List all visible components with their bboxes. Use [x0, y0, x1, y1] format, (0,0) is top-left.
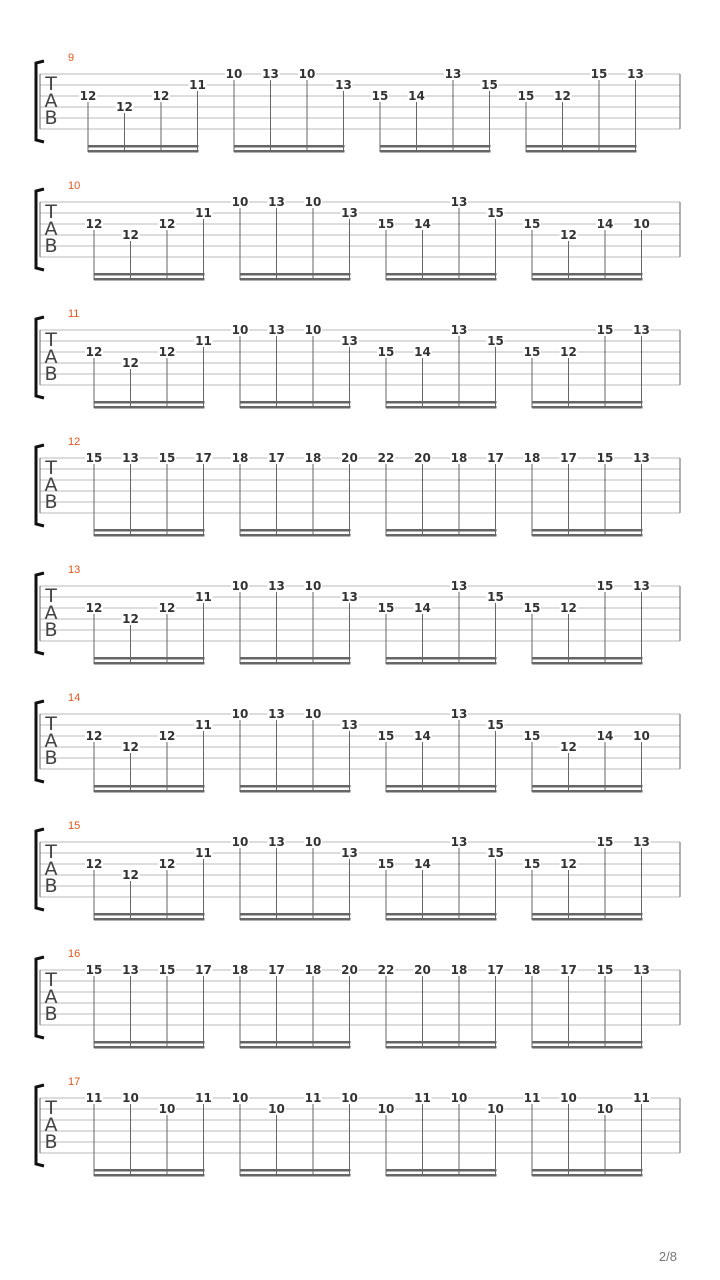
tab-system [36, 564, 680, 665]
fret-number: 15 [481, 78, 498, 92]
beam [240, 406, 351, 409]
beam [380, 150, 491, 153]
fret-number: 17 [195, 963, 212, 977]
fret-number: 14 [408, 89, 425, 103]
fret-number: 13 [268, 707, 285, 721]
tab-system [36, 180, 680, 281]
beam [88, 145, 199, 148]
beam [386, 790, 497, 793]
tab-clef-letter: A [44, 90, 58, 112]
tab-system [36, 948, 680, 1049]
tab-system [36, 52, 680, 153]
beam [240, 1046, 351, 1049]
tab-clef-letter: T [45, 585, 57, 607]
fret-number: 11 [85, 1091, 103, 1105]
fret-number: 18 [523, 451, 541, 465]
fret-number: 17 [560, 963, 577, 977]
fret-number: 13 [268, 835, 285, 849]
measure-number: 16 [68, 948, 81, 960]
beam [240, 662, 351, 665]
beam [386, 278, 497, 281]
beam [94, 406, 205, 409]
beam [94, 785, 205, 788]
tab-clef-letter: T [45, 201, 57, 223]
fret-number: 18 [231, 451, 249, 465]
fret-number: 15 [517, 89, 535, 103]
fret-number: 22 [377, 451, 395, 465]
beam [240, 534, 351, 537]
fret-number: 14 [414, 217, 431, 231]
fret-number: 11 [189, 78, 206, 92]
fret-number: 13 [122, 451, 139, 465]
fret-number: 11 [195, 334, 212, 348]
fret-number: 12 [116, 100, 133, 114]
beam [240, 278, 351, 281]
beam [240, 785, 351, 788]
fret-number: 12 [560, 228, 577, 242]
beam [532, 278, 643, 281]
beam [386, 657, 497, 660]
fret-number: 10 [304, 195, 322, 209]
fret-number: 11 [304, 1091, 322, 1105]
fret-number: 15 [596, 323, 614, 337]
beam [386, 913, 497, 916]
fret-number: 12 [560, 601, 577, 615]
tab-clef-letter: T [45, 73, 57, 95]
beam [386, 401, 497, 404]
fret-number: 11 [414, 1091, 431, 1105]
fret-number: 10 [298, 67, 316, 81]
fret-number: 11 [633, 1091, 650, 1105]
fret-number: 13 [633, 835, 650, 849]
beam [532, 790, 643, 793]
fret-number: 10 [268, 1102, 285, 1116]
beam [532, 1174, 643, 1177]
fret-number: 13 [262, 67, 279, 81]
fret-number: 14 [414, 857, 431, 871]
tab-clef-letter: A [44, 602, 58, 624]
tab-clef-letter: A [44, 218, 58, 240]
fret-number: 13 [633, 451, 650, 465]
fret-number: 15 [377, 217, 395, 231]
fret-number: 13 [341, 206, 358, 220]
beam [532, 273, 643, 276]
fret-number: 20 [414, 963, 431, 977]
fret-number: 13 [268, 195, 285, 209]
beam [94, 1041, 205, 1044]
fret-number: 13 [633, 579, 650, 593]
tab-system [36, 1076, 680, 1177]
fret-number: 11 [523, 1091, 541, 1105]
fret-number: 10 [633, 217, 650, 231]
measure-number: 15 [68, 820, 81, 832]
beam [88, 150, 199, 153]
beam [94, 278, 205, 281]
fret-number: 15 [596, 835, 614, 849]
fret-number: 10 [304, 323, 322, 337]
measure-number: 11 [68, 308, 80, 320]
beam [240, 790, 351, 793]
fret-number: 10 [560, 1091, 577, 1105]
fret-number: 18 [304, 963, 322, 977]
fret-number: 12 [79, 89, 97, 103]
beam [94, 657, 205, 660]
beam [94, 918, 205, 921]
fret-number: 13 [341, 846, 358, 860]
tab-clef-letter: B [44, 107, 58, 129]
fret-number: 10 [487, 1102, 504, 1116]
tab-clef-letter: B [44, 747, 58, 769]
fret-number: 10 [304, 579, 322, 593]
beam [240, 1169, 351, 1172]
beam [386, 1174, 497, 1177]
beam [532, 401, 643, 404]
fret-number: 15 [371, 89, 389, 103]
tab-clef-letter: B [44, 619, 58, 641]
tab-clef-letter: A [44, 730, 58, 752]
fret-number: 10 [231, 707, 249, 721]
measure-number: 10 [68, 180, 81, 192]
fret-number: 15 [377, 601, 395, 615]
beam [386, 1169, 497, 1172]
fret-number: 12 [560, 345, 577, 359]
fret-number: 15 [158, 451, 176, 465]
beam [94, 1174, 205, 1177]
beam [532, 1046, 643, 1049]
tab-clef-letter: A [44, 1114, 58, 1136]
fret-number: 14 [596, 217, 614, 231]
beam [386, 785, 497, 788]
fret-number: 10 [341, 1091, 358, 1105]
tab-clef-letter: T [45, 841, 57, 863]
fret-number: 14 [596, 729, 614, 743]
beam [380, 145, 491, 148]
beam [532, 529, 643, 532]
beam [386, 406, 497, 409]
fret-number: 20 [341, 963, 358, 977]
beam [526, 150, 637, 153]
fret-number: 12 [85, 857, 103, 871]
fret-number: 18 [450, 451, 468, 465]
beam [532, 913, 643, 916]
fret-number: 13 [450, 323, 468, 337]
fret-number: 13 [450, 579, 468, 593]
fret-number: 15 [523, 345, 541, 359]
beam [532, 657, 643, 660]
tab-clef-letter: T [45, 969, 57, 991]
beam [532, 1041, 643, 1044]
fret-number: 10 [633, 729, 650, 743]
measure-number: 12 [68, 436, 81, 448]
fret-number: 12 [122, 228, 139, 242]
fret-number: 14 [414, 601, 431, 615]
tab-clef-letter: B [44, 235, 58, 257]
fret-number: 13 [341, 718, 358, 732]
fret-number: 13 [450, 835, 468, 849]
fret-number: 13 [633, 323, 650, 337]
fret-number: 13 [335, 78, 352, 92]
beam [532, 1169, 643, 1172]
fret-number: 10 [122, 1091, 139, 1105]
beam [240, 1041, 351, 1044]
tab-clef-letter: B [44, 363, 58, 385]
fret-number: 12 [158, 345, 176, 359]
fret-number: 10 [231, 579, 249, 593]
fret-number: 12 [122, 740, 139, 754]
fret-number: 15 [158, 963, 176, 977]
fret-number: 11 [195, 718, 212, 732]
tab-system [36, 436, 680, 537]
fret-number: 15 [487, 206, 504, 220]
beam [234, 150, 345, 153]
fret-number: 12 [122, 868, 139, 882]
fret-number: 12 [152, 89, 170, 103]
fret-number: 15 [596, 579, 614, 593]
beam [240, 529, 351, 532]
tab-clef-letter: T [45, 329, 57, 351]
fret-number: 15 [523, 857, 541, 871]
fret-number: 15 [377, 729, 395, 743]
beam [94, 1046, 205, 1049]
fret-number: 15 [85, 963, 103, 977]
beam [532, 662, 643, 665]
fret-number: 15 [596, 963, 614, 977]
fret-number: 14 [414, 729, 431, 743]
beam [386, 1041, 497, 1044]
measure-number: 14 [68, 692, 81, 704]
tab-clef-letter: A [44, 986, 58, 1008]
fret-number: 20 [414, 451, 431, 465]
tab-clef-letter: A [44, 346, 58, 368]
beam [386, 273, 497, 276]
fret-number: 11 [195, 590, 212, 604]
tab-system [36, 308, 680, 409]
fret-number: 12 [158, 729, 176, 743]
tab-clef-letter: A [44, 474, 58, 496]
tab-clef-letter: B [44, 1131, 58, 1153]
fret-number: 13 [450, 195, 468, 209]
tab-clef-letter: T [45, 457, 57, 479]
fret-number: 18 [231, 963, 249, 977]
beam [240, 913, 351, 916]
fret-number: 17 [268, 451, 285, 465]
beam [234, 145, 345, 148]
fret-number: 20 [341, 451, 358, 465]
fret-number: 13 [444, 67, 462, 81]
fret-number: 10 [158, 1102, 176, 1116]
fret-number: 11 [195, 1091, 212, 1105]
tab-clef-letter: B [44, 491, 58, 513]
fret-number: 12 [158, 857, 176, 871]
fret-number: 18 [304, 451, 322, 465]
fret-number: 13 [268, 579, 285, 593]
tab-system [36, 692, 680, 793]
fret-number: 12 [85, 729, 103, 743]
fret-number: 12 [560, 857, 577, 871]
tab-clef-letter: B [44, 875, 58, 897]
beam [94, 534, 205, 537]
fret-number: 13 [627, 67, 644, 81]
fret-number: 12 [158, 217, 176, 231]
beam [94, 1169, 205, 1172]
beam [386, 918, 497, 921]
beam [240, 401, 351, 404]
fret-number: 15 [523, 729, 541, 743]
beam [532, 785, 643, 788]
fret-number: 18 [450, 963, 468, 977]
fret-number: 17 [268, 963, 285, 977]
fret-number: 10 [231, 195, 249, 209]
beam [240, 918, 351, 921]
fret-number: 15 [523, 217, 541, 231]
fret-number: 12 [158, 601, 176, 615]
tab-clef-letter: B [44, 1003, 58, 1025]
beam [532, 534, 643, 537]
fret-number: 17 [560, 451, 577, 465]
beam [386, 534, 497, 537]
tab-clef-letter: T [45, 713, 57, 735]
fret-number: 13 [268, 323, 285, 337]
fret-number: 15 [487, 590, 504, 604]
beam [94, 790, 205, 793]
fret-number: 10 [225, 67, 243, 81]
fret-number: 15 [487, 718, 504, 732]
fret-number: 18 [523, 963, 541, 977]
fret-number: 15 [377, 857, 395, 871]
fret-number: 12 [560, 740, 577, 754]
measure-number: 17 [68, 1076, 81, 1088]
fret-number: 12 [122, 356, 139, 370]
fret-number: 10 [231, 323, 249, 337]
fret-number: 15 [487, 334, 504, 348]
fret-number: 17 [487, 963, 504, 977]
fret-number: 10 [231, 835, 249, 849]
beam [386, 1046, 497, 1049]
fret-number: 13 [122, 963, 139, 977]
fret-number: 12 [554, 89, 571, 103]
fret-number: 13 [633, 963, 650, 977]
fret-number: 13 [450, 707, 468, 721]
beam [386, 662, 497, 665]
beam [240, 273, 351, 276]
fret-number: 22 [377, 963, 395, 977]
fret-number: 17 [487, 451, 504, 465]
beam [526, 145, 637, 148]
beam [240, 1174, 351, 1177]
page-number: 2/8 [658, 1249, 677, 1264]
fret-number: 10 [231, 1091, 249, 1105]
fret-number: 15 [487, 846, 504, 860]
fret-number: 15 [523, 601, 541, 615]
fret-number: 15 [596, 451, 614, 465]
tab-system [36, 820, 680, 921]
fret-number: 12 [85, 601, 103, 615]
fret-number: 14 [414, 345, 431, 359]
beam [532, 406, 643, 409]
fret-number: 12 [85, 217, 103, 231]
fret-number: 10 [596, 1102, 614, 1116]
fret-number: 12 [85, 345, 103, 359]
fret-number: 12 [122, 612, 139, 626]
beam [94, 662, 205, 665]
fret-number: 15 [377, 345, 395, 359]
fret-number: 17 [195, 451, 212, 465]
fret-number: 11 [195, 846, 212, 860]
beam [94, 273, 205, 276]
fret-number: 11 [195, 206, 212, 220]
fret-number: 15 [590, 67, 608, 81]
beam [94, 529, 205, 532]
beam [94, 913, 205, 916]
fret-number: 10 [304, 835, 322, 849]
measure-number: 13 [68, 564, 81, 576]
fret-number: 15 [85, 451, 103, 465]
fret-number: 13 [341, 590, 358, 604]
fret-number: 10 [377, 1102, 395, 1116]
beam [386, 529, 497, 532]
fret-number: 10 [304, 707, 322, 721]
tab-clef-letter: T [45, 1097, 57, 1119]
beam [94, 401, 205, 404]
measure-number: 9 [68, 52, 75, 64]
fret-number: 13 [341, 334, 358, 348]
beam [532, 918, 643, 921]
fret-number: 10 [450, 1091, 468, 1105]
tab-clef-letter: A [44, 858, 58, 880]
beam [240, 657, 351, 660]
